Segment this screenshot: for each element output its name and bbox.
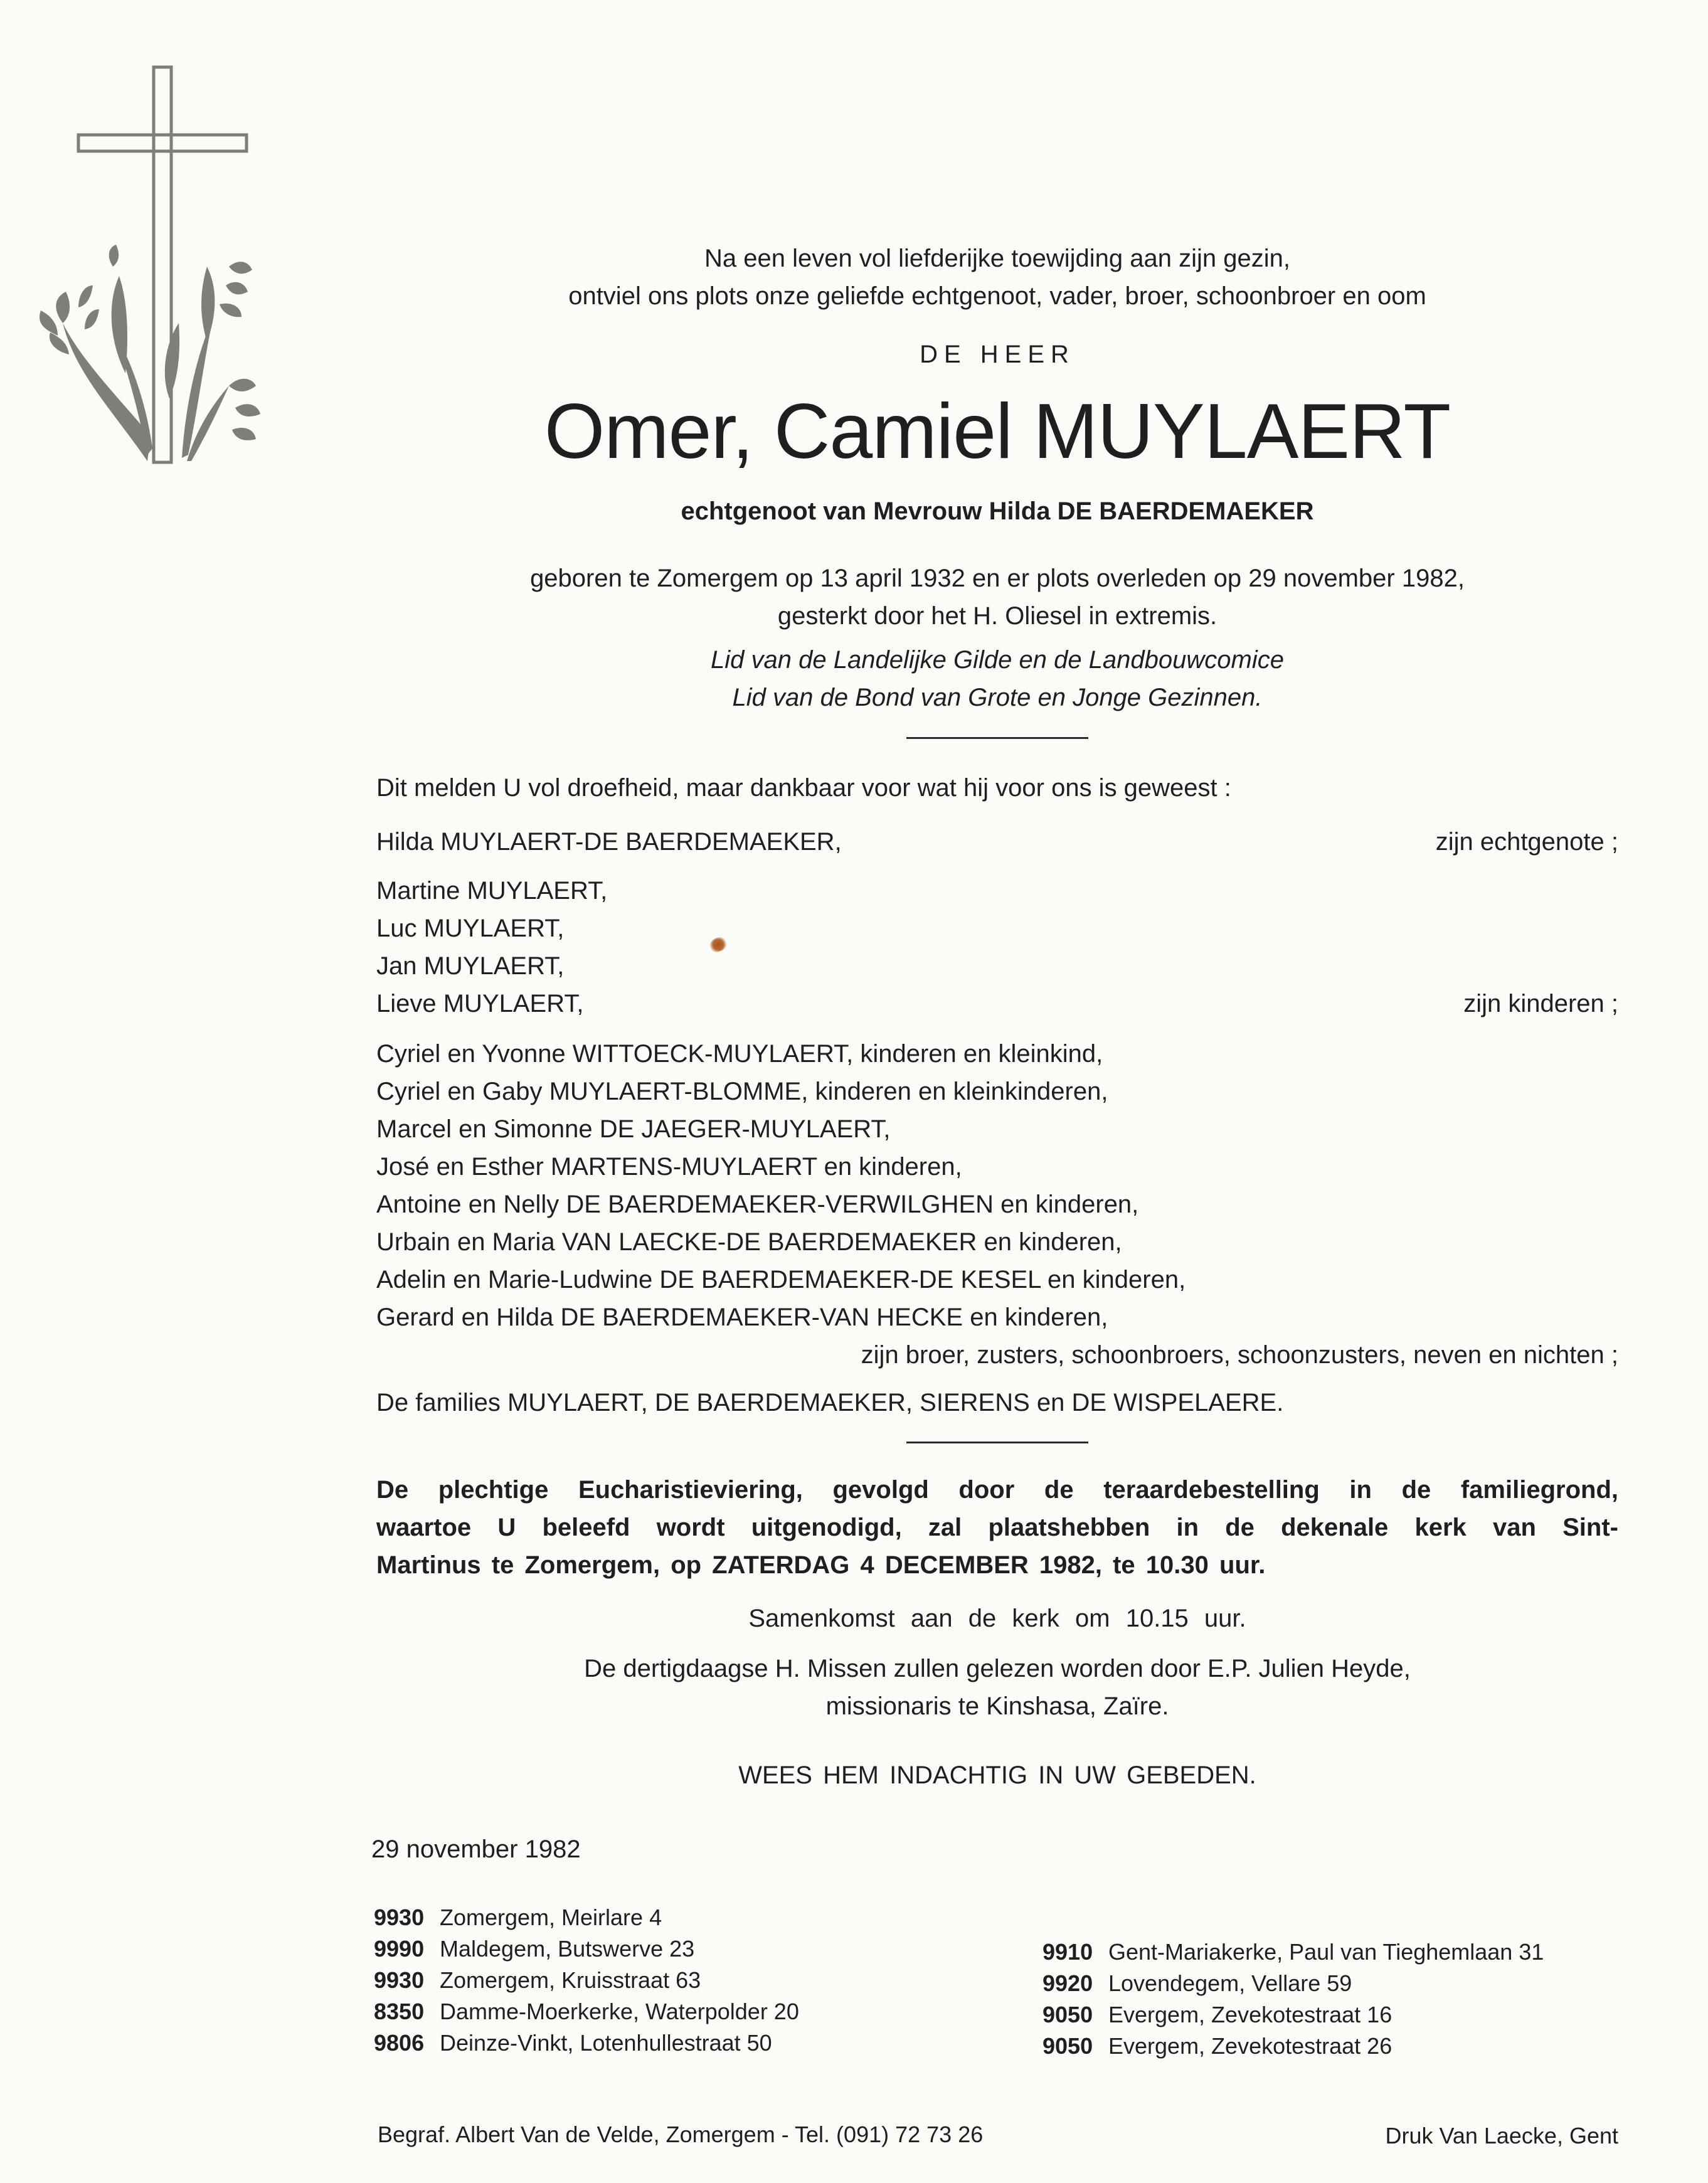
intro-line-1: Na een leven vol liefderijke toewijding aan zijn gezin, — [704, 245, 1290, 272]
ceremony-line-3: Martinus te Zomergem, op ZATERDAG 4 DECEMBER 1982, te 10.30 uur. — [376, 1551, 1266, 1579]
address-right — [1042, 1999, 1392, 2031]
address-left — [374, 2027, 772, 2059]
membership-line-1: Lid van de Landelijke Gilde en de Landbouwcomice — [711, 646, 1284, 674]
cross-wheat-emblem-icon — [19, 60, 270, 474]
siblings-relation: zijn broer, zusters, schoonbroers, schoonzusters, neven en nichten ; — [861, 1341, 1618, 1369]
sibling-line: Adelin en Marie-Ludwine DE BAERDEMAEKER-DE KESEL en kinderen, — [376, 1266, 1186, 1293]
masses-line-1: De dertigdaagse H. Missen zullen gelezen worden door E.P. Julien Heyde, — [584, 1655, 1411, 1682]
child-name: Jan MUYLAERT, — [376, 952, 565, 980]
address-right — [1042, 1936, 1544, 1968]
postal-code: 9920 — [1042, 1970, 1093, 1996]
address-text: Maldegem, Butswerve 23 — [440, 1936, 695, 1962]
sibling-line: Cyriel en Gaby MUYLAERT-BLOMME, kinderen en kleinkinderen, — [376, 1078, 1108, 1105]
spouse-relation: zijn echtgenote ; — [1435, 828, 1618, 856]
sibling-line: Antoine en Nelly DE BAERDEMAEKER-VERWILGHEN en kinderen, — [376, 1191, 1139, 1218]
postal-code: 9806 — [374, 2030, 425, 2056]
intro-line-2: ontviel ons plots onze geliefde echtgenoot, vader, broer, schoonbroer en oom — [568, 282, 1426, 310]
address-left — [374, 1965, 701, 1996]
ceremony-line-1: De plechtige Eucharistieviering, gevolgd door de teraardebestelling in de familiegrond, — [376, 1476, 1618, 1504]
children-row — [376, 985, 1618, 1022]
undertaker-credit: Begraf. Albert Van de Velde, Zomergem - Tel. (091) 72 73 26 — [378, 2122, 984, 2147]
address-text: Lovendegem, Vellare 59 — [1108, 1970, 1352, 1996]
spouse-of-line: echtgenoot van Mevrouw Hilda DE BAERDEMAEKER — [681, 497, 1314, 525]
sibling-line: José en Esther MARTENS-MUYLAERT en kinderen, — [376, 1153, 962, 1181]
ceremony-line-2: waartoe U beleefd wordt uitgenodigd, zal plaatshebben in de dekenale kerk van Sint- — [376, 1514, 1618, 1541]
address-text: Evergem, Zevekotestraat 26 — [1108, 2033, 1392, 2059]
birth-death-line: geboren te Zomergem op 13 april 1932 en er plots overleden op 29 november 1982, — [530, 565, 1465, 592]
title-prefix: DE HEER — [920, 341, 1075, 368]
sacrament-line: gesterkt door het H. Oliesel in extremis. — [777, 602, 1217, 630]
spouse-row — [376, 823, 1618, 861]
address-text: Damme-Moerkerke, Waterpolder 20 — [440, 1999, 799, 2024]
postal-code: 9930 — [374, 1967, 425, 1993]
postal-code: 8350 — [374, 1999, 425, 2024]
sibling-line: Marcel en Simonne DE JAEGER-MUYLAERT, — [376, 1115, 891, 1143]
child-name: Lieve MUYLAERT, — [376, 990, 584, 1017]
postal-code: 9050 — [1042, 2002, 1093, 2027]
siblings-relation-row — [376, 1336, 1618, 1374]
families-line: De families MUYLAERT, DE BAERDEMAEKER, SIERENS en DE WISPELAERE. — [376, 1389, 1284, 1416]
address-right — [1042, 2031, 1392, 2062]
sibling-line: Urbain en Maria VAN LAECKE-DE BAERDEMAEKER en kinderen, — [376, 1228, 1122, 1256]
closing-prayer: WEES HEM INDACHTIG IN UW GEBEDEN. — [738, 1761, 1256, 1789]
printer-credit: Druk Van Laecke, Gent — [1385, 2123, 1618, 2148]
address-text: Zomergem, Meirlare 4 — [440, 1904, 662, 1930]
address-right — [1042, 1968, 1352, 1999]
address-text: Deinze-Vinkt, Lotenhullestraat 50 — [440, 2030, 772, 2056]
notice-date: 29 november 1982 — [371, 1835, 581, 1863]
divider — [906, 737, 1088, 739]
postal-code: 9990 — [374, 1936, 425, 1962]
divider — [906, 1442, 1088, 1443]
announcement: Dit melden U vol droefheid, maar dankbaar voor wat hij voor ons is geweest : — [376, 774, 1231, 802]
masses-line-2: missionaris te Kinshasa, Zaïre. — [825, 1692, 1169, 1720]
deceased-name: Omer, Camiel MUYLAERT — [544, 388, 1451, 475]
child-name: Martine MUYLAERT, — [376, 877, 608, 905]
address-text: Gent-Mariakerke, Paul van Tieghemlaan 31 — [1108, 1939, 1544, 1965]
stain — [707, 935, 729, 955]
child-name: Luc MUYLAERT, — [376, 915, 565, 942]
gathering-line: Samenkomst aan de kerk om 10.15 uur. — [748, 1605, 1246, 1632]
sibling-line: Gerard en Hilda DE BAERDEMAEKER-VAN HECKE en kinderen, — [376, 1304, 1108, 1331]
address-left — [374, 1902, 662, 1933]
postal-code: 9910 — [1042, 1939, 1093, 1965]
address-left — [374, 1933, 694, 1965]
address-text: Zomergem, Kruisstraat 63 — [440, 1967, 701, 1993]
children-relation: zijn kinderen ; — [1463, 990, 1618, 1017]
membership-line-2: Lid van de Bond van Grote en Jonge Gezinnen. — [732, 684, 1263, 711]
postal-code: 9930 — [374, 1904, 425, 1930]
address-left — [374, 1996, 799, 2027]
address-text: Evergem, Zevekotestraat 16 — [1108, 2002, 1392, 2027]
postal-code: 9050 — [1042, 2033, 1093, 2059]
sibling-line: Cyriel en Yvonne WITTOECK-MUYLAERT, kinderen en kleinkind, — [376, 1040, 1103, 1068]
spouse-name: Hilda MUYLAERT-DE BAERDEMAEKER, — [376, 828, 842, 856]
